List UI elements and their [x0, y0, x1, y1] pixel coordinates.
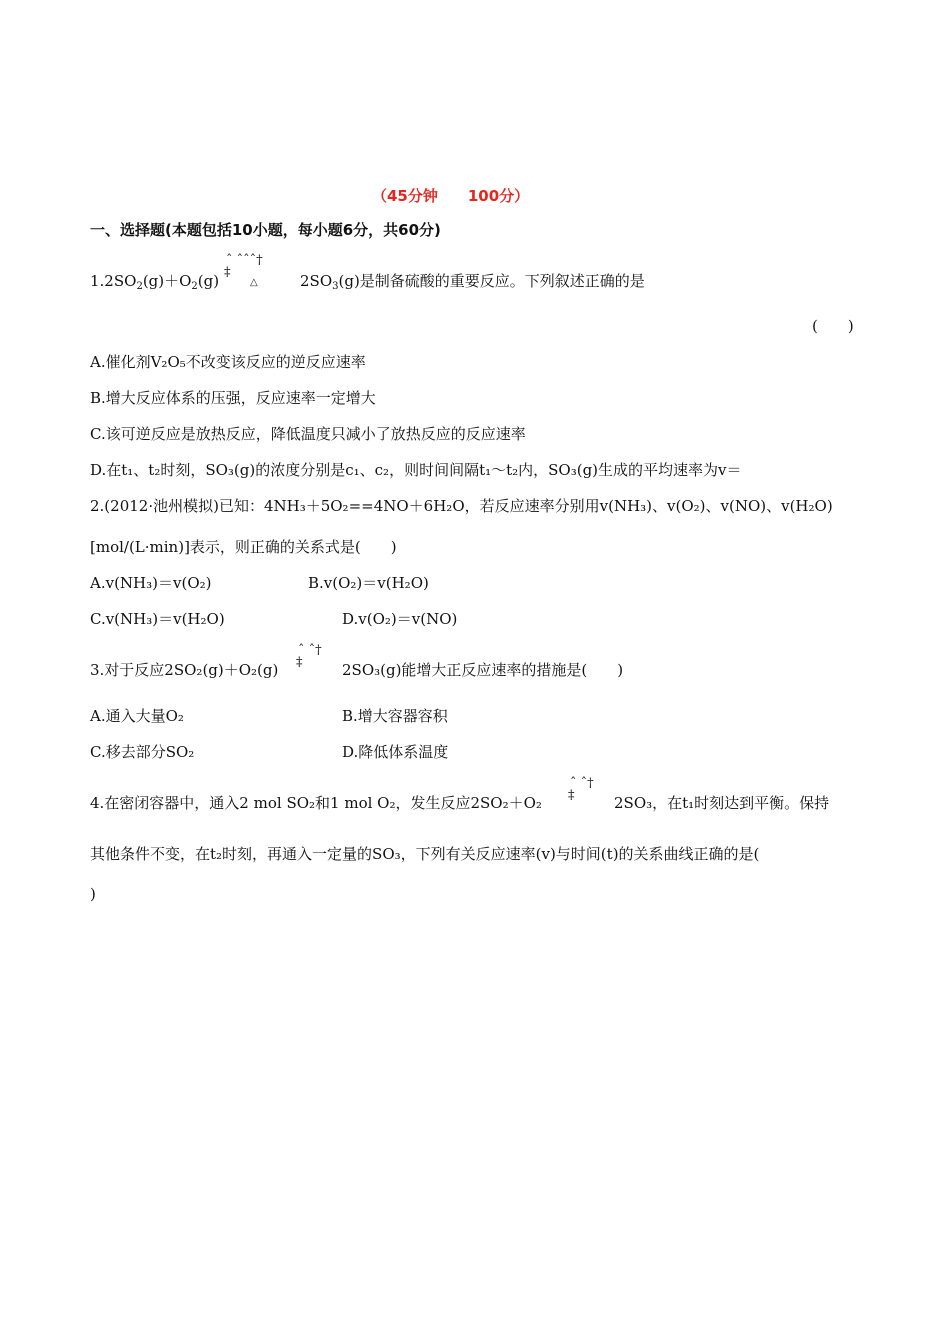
- q2-option-d: D.v(O₂)＝v(NO): [342, 610, 458, 628]
- q1-option-c: C.该可逆反应是放热反应，降低温度只减小了放热反应的反应速率: [90, 425, 526, 443]
- q3-option-b: B.增大容器容积: [342, 707, 448, 725]
- q4-stem-line3: ): [90, 885, 96, 903]
- q1-reaction-arrow-top: ˆ ˆˆˆ†: [226, 253, 263, 268]
- q4-reaction-arrow-mid: ‡: [568, 788, 575, 803]
- q4-stem-line2: 其他条件不变，在t₂时刻，再通入一定量的SO₃，下列有关反应速率(v)与时间(t)的关系曲线正确的是(: [90, 845, 760, 863]
- q2-option-c: C.v(NH₃)＝v(H₂O): [90, 610, 225, 628]
- q4-reaction-arrow-top: ˆ ˆ†: [570, 776, 594, 791]
- time-score-header: （45分钟 100分）: [372, 187, 530, 205]
- q3-stem-left: 3.对于反应2SO₂(g)＋O₂(g): [90, 661, 279, 679]
- q1-stem-left: $1.2SO_2(g)+O_2(g)$: [90, 272, 220, 292]
- q3-reaction-arrow-mid: ‡: [296, 655, 303, 670]
- q3-option-c: C.移去部分SO₂: [90, 743, 195, 761]
- q4-stem-left: 4.在密闭容器中，通入2 mol SO₂和1 mol O₂，发生反应2SO₂＋O₂: [90, 794, 542, 812]
- q4-stem-right: 2SO₃，在t₁时刻达到平衡。保持: [614, 794, 830, 812]
- q1-reaction-arrow-mid: ‡: [224, 265, 231, 280]
- section-title: 一、选择题(本题包括10小题，每小题6分，共60分): [90, 221, 441, 239]
- q1-stem-right: $2SO_3(g)$是制备硫酸的重要反应。下列叙述正确的是: [300, 272, 645, 292]
- q2-option-a: A.v(NH₃)＝v(O₂): [90, 574, 212, 592]
- q1-option-d: D.在t₁、t₂时刻，SO₃(g)的浓度分别是c₁、c₂，则时间间隔t₁～t₂内，SO₃(g)生成的平均速率为v＝: [90, 461, 742, 479]
- q1-option-b: B.增大反应体系的压强，反应速率一定增大: [90, 389, 376, 407]
- q1-heat-symbol: △: [250, 277, 258, 288]
- q2-option-b: B.v(O₂)＝v(H₂O): [308, 574, 429, 592]
- q3-option-d: D.降低体系温度: [342, 743, 449, 761]
- q3-stem-right: 2SO₃(g)能增大正反应速率的措施是( ): [342, 661, 624, 679]
- q2-stem-line2: [mol/(L·min)]表示，则正确的关系式是( ): [90, 538, 397, 556]
- q3-reaction-arrow-top: ˆ ˆ†: [298, 643, 322, 658]
- q1-option-a: A.催化剂V₂O₅不改变该反应的逆反应速率: [90, 353, 366, 371]
- q2-stem-line1: 2.(2012·池州模拟)已知：4NH₃＋5O₂==4NO＋6H₂O，若反应速率分别用v(NH₃)、v(O₂)、v(NO)、v(H₂O): [90, 497, 833, 515]
- q1-answer-blank: ( ): [812, 317, 854, 335]
- q3-option-a: A.通入大量O₂: [90, 707, 184, 725]
